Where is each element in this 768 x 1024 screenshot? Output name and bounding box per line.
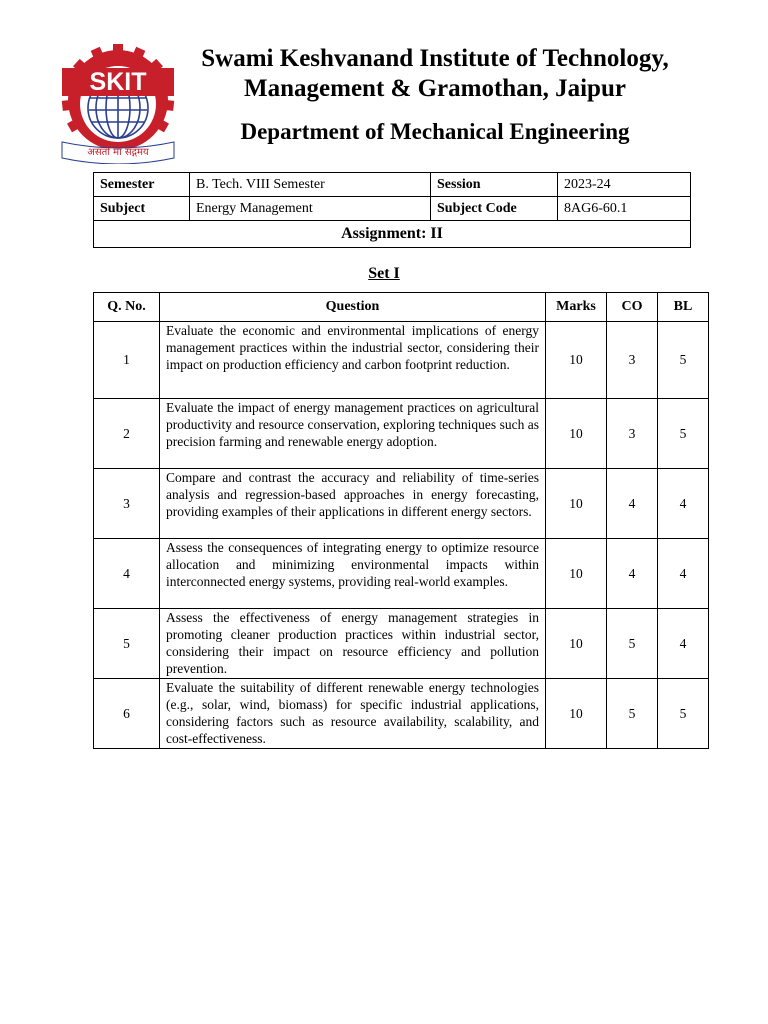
co-cell: 4	[607, 469, 658, 539]
bl-cell: 4	[658, 469, 709, 539]
bl-cell: 5	[658, 399, 709, 469]
marks-cell: 10	[546, 539, 607, 609]
header-co: CO	[607, 293, 658, 322]
institute-line-1: Swami Keshvanand Institute of Technology,	[201, 45, 669, 72]
department-title: Department of Mechanical Engineering	[240, 119, 630, 144]
qno-cell: 4	[94, 539, 160, 609]
header-bl: BL	[658, 293, 709, 322]
question-cell: Evaluate the impact of energy management practices on agricultural productivity and resource conservation, exploring techniques such as precision farming and renewable energy adoption.	[160, 399, 546, 469]
marks-cell: 10	[546, 609, 607, 679]
skit-logo	[54, 42, 182, 164]
marks-cell: 10	[546, 399, 607, 469]
header-question: Question	[160, 293, 546, 322]
table-row	[94, 399, 709, 469]
subject-code-label: Subject Code	[431, 197, 558, 221]
subject-label: Subject	[94, 197, 190, 221]
semester-label: Semester	[94, 173, 190, 197]
table-row	[94, 539, 709, 609]
marks-cell: 10	[546, 469, 607, 539]
table-row	[94, 322, 709, 399]
co-cell: 4	[607, 539, 658, 609]
co-cell: 5	[607, 609, 658, 679]
session-value: 2023-24	[558, 173, 691, 197]
info-row	[94, 173, 691, 197]
subject-code-value: 8AG6-60.1	[558, 197, 691, 221]
question-cell: Assess the effectiveness of energy management strategies in promoting cleaner production practices within industrial sector, considering their impact on resource efficiency and pollution prevention.	[160, 609, 546, 679]
bl-cell: 5	[658, 322, 709, 399]
bl-cell: 4	[658, 609, 709, 679]
table-row	[94, 469, 709, 539]
qno-cell: 3	[94, 469, 160, 539]
qno-cell: 6	[94, 679, 160, 749]
bl-cell: 5	[658, 679, 709, 749]
co-cell: 5	[607, 679, 658, 749]
logo-motto: असतो मा सद्गमय	[87, 147, 149, 158]
question-cell: Compare and contrast the accuracy and reliability of time-series analysis and regression-based approaches in energy forecasting, providing examples of their applications in different energy sectors.	[160, 469, 546, 539]
info-row	[94, 197, 691, 221]
question-cell: Evaluate the suitability of different renewable energy technologies (e.g., solar, wind, biomass) for specific industrial applications, considering factors such as resource availability, scalability, and cost-effectiveness.	[160, 679, 546, 749]
header-marks: Marks	[546, 293, 607, 322]
header-qno: Q. No.	[94, 293, 160, 322]
table-row	[94, 679, 709, 749]
table-header-row	[94, 293, 709, 322]
set-title: Set I	[368, 265, 400, 282]
logo-text: SKIT	[89, 68, 147, 96]
assignment-title: Assignment: II	[94, 221, 691, 248]
qno-cell: 1	[94, 322, 160, 399]
info-row	[94, 221, 691, 248]
marks-cell: 10	[546, 679, 607, 749]
bl-cell: 4	[658, 539, 709, 609]
qno-cell: 5	[94, 609, 160, 679]
co-cell: 3	[607, 322, 658, 399]
co-cell: 3	[607, 399, 658, 469]
question-cell: Evaluate the economic and environmental implications of energy management practices within the industrial sector, considering their impact on production efficiency and carbon footprint reduction.	[160, 322, 546, 399]
qno-cell: 2	[94, 399, 160, 469]
subject-value: Energy Management	[190, 197, 431, 221]
institute-line-2: Management & Gramothan, Jaipur	[244, 75, 626, 102]
questions-table	[93, 292, 709, 749]
table-row	[94, 609, 709, 679]
info-table	[93, 172, 691, 248]
institute-name	[170, 44, 700, 104]
session-label: Session	[431, 173, 558, 197]
question-cell: Assess the consequences of integrating energy to optimize resource allocation and minimizing environmental impacts within interconnected energy systems, providing real-world examples.	[160, 539, 546, 609]
semester-value: B. Tech. VIII Semester	[190, 173, 431, 197]
marks-cell: 10	[546, 322, 607, 399]
